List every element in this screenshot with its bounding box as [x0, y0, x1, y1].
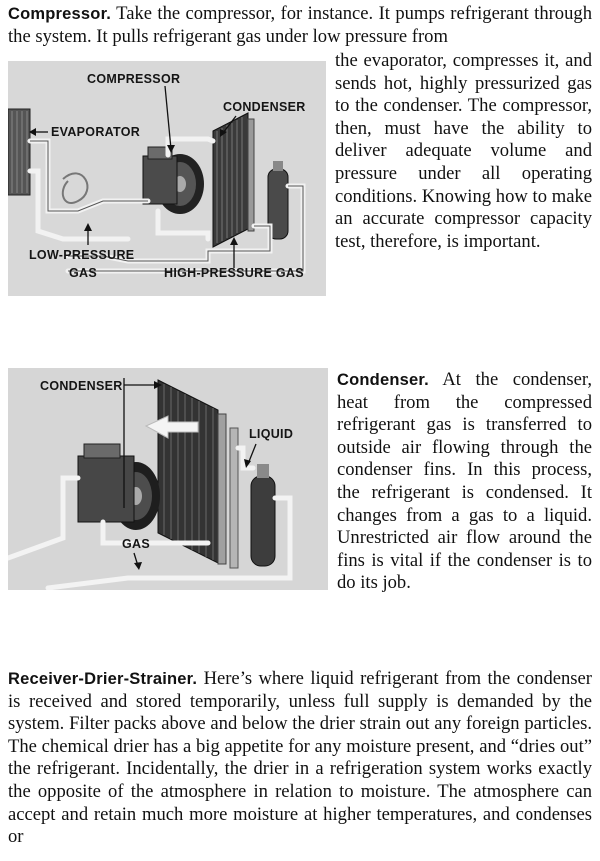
condenser-figure	[8, 368, 328, 590]
label-liquid: LIQUID	[249, 427, 294, 441]
label-high-pressure-gas: HIGH-PRESSURE GAS	[164, 266, 304, 280]
condenser-heading: Condenser.	[337, 371, 429, 389]
evaporator-drawing	[8, 109, 30, 195]
receiver-paragraph	[8, 668, 592, 849]
label-gas: GAS	[122, 537, 150, 551]
condenser-text: At the condenser, heat from the compressed refrigerant gas is transferred to outside air flowing through the condenser fins. In this process, the refrigerant is condensed. It changes from a gas to a liquid. Unrestricted air flow around the fins is vital if the condenser is to do its job.	[337, 369, 592, 594]
condenser-diagram	[8, 368, 328, 590]
condenser-paragraph	[337, 369, 592, 595]
compressor-side-paragraph: the evaporator, compresses it, and sends hot, highly pressurized gas to the condenser. The compressor, then, must have the ability to deliver adequate volume and pressure under all operating conditions. Knowing how to make an accurate compressor capacity test, therefore, is important.	[335, 50, 592, 252]
compressor-diagram	[8, 61, 326, 296]
receiver-text: Here’s where liquid refrigerant from the condenser is received and stored temporarily, unless full supply is demanded by the system. Filter packs above and below the drier strain out any foreign particles. The chemical drier has a big appetite for any moisture present, and “dries out” the refrigerant. Incidentally, the drier in a refrigeration system works exactly the opposite of the atmosphere in relation to moisture. The atmosphere can accept and retain much more moisture at higher temperatures, and condenses or	[8, 668, 592, 848]
receiver-drawing	[251, 464, 275, 566]
label-condenser-2: CONDENSER	[40, 379, 123, 393]
label-condenser: CONDENSER	[223, 100, 306, 114]
compressor-heading: Compressor.	[8, 5, 112, 23]
compressor-intro-text: Take the compressor, for instance. It pumps refrigerant through the system. It pulls refrigerant gas under low pressure from	[8, 3, 592, 47]
compressor-figure	[8, 61, 326, 296]
label-low-pressure-gas-line1: LOW-PRESSURE	[29, 248, 135, 262]
compressor-intro-paragraph	[8, 3, 592, 48]
label-evaporator: EVAPORATOR	[51, 125, 141, 139]
label-low-pressure-gas-line2: GAS	[69, 266, 97, 280]
label-compressor: COMPRESSOR	[87, 72, 181, 86]
condenser-drawing	[213, 113, 254, 247]
receiver-heading: Receiver-Drier-Strainer.	[8, 670, 198, 688]
